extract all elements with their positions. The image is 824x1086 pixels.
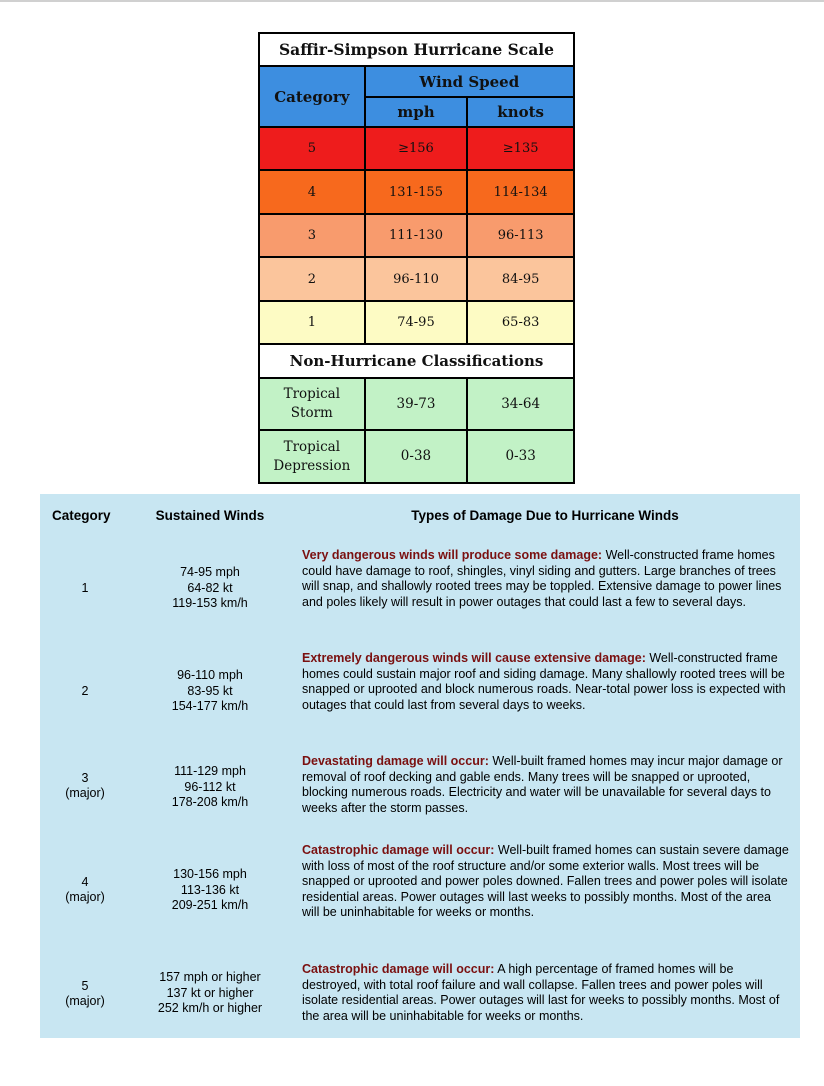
damage-text: Well-built framed homes may incur major damage or removal of roof decking and gable ends. Many trees will be snapped or uprooted, blocking numerous roads. Electricity and water will be unavailable for several days to weeks after the storm passes.	[302, 754, 783, 815]
mph-cell: 96-110	[365, 257, 468, 300]
wind-kt: 83-95 kt	[187, 683, 233, 698]
major-label: (major)	[65, 994, 105, 1008]
damage-lead: Catastrophic damage will occur:	[302, 962, 495, 976]
wind-kmh: 178-208 km/h	[171, 795, 249, 809]
knots-cell: 84-95	[467, 257, 574, 300]
category-cell: 2	[259, 257, 365, 300]
wind-kt: 113-136 kt	[180, 882, 240, 897]
top-border-line	[0, 0, 824, 2]
category-row-2	[259, 257, 574, 300]
damage-row-category-1	[40, 548, 800, 630]
knots-cell: 34-64	[467, 378, 574, 431]
category-row-3	[259, 214, 574, 257]
damage-lead: Devastating damage will occur:	[302, 754, 489, 768]
wind-mph: 74-95 mph	[180, 565, 240, 579]
knots-cell: 65-83	[467, 301, 574, 344]
category-row-4	[259, 170, 574, 213]
classification-line: Tropical	[283, 438, 341, 455]
category-number-block	[40, 979, 130, 1009]
knots-cell: 0-33	[467, 430, 574, 483]
wind-kt: 137 kt or higher	[166, 985, 254, 1000]
wind-mph: 111-129 mph	[174, 764, 246, 778]
damage-row-category-2	[40, 651, 800, 733]
mph-cell: 111-130	[365, 214, 468, 257]
wind-mph: 157 mph or higher	[159, 970, 261, 984]
category-number: 4	[81, 875, 89, 889]
category-row-1	[259, 301, 574, 344]
damage-lead: Very dangerous winds will produce some damage:	[302, 548, 603, 562]
category-number: 1	[81, 581, 89, 595]
sustained-winds	[130, 970, 290, 1017]
damage-text: Well-constructed frame homes could have damage to roof, shingles, vinyl siding and gutters. Large branches of trees will snap, and shallowly rooted trees may be toppled. Extensive damage to power lines and poles likely will result in power outages that could last a few to several days.	[302, 548, 782, 609]
damage-text: Well-constructed frame homes could sustain major roof and siding damage. Many shallowly rooted trees will be snapped or uprooted and block numerous roads. Near-total power loss is expected with outages that could last from several days to weeks.	[302, 651, 786, 712]
sustained-winds-column-header: Sustained Winds	[155, 508, 265, 523]
classification-cell	[259, 378, 365, 431]
wind-mph: 96-110 mph	[177, 668, 243, 682]
damage-types-column-header: Types of Damage Due to Hurricane Winds	[411, 508, 679, 523]
sustained-winds	[130, 764, 290, 811]
wind-kmh: 154-177 km/h	[171, 699, 249, 713]
category-number: 3	[81, 771, 89, 785]
mph-header: mph	[365, 97, 468, 127]
damage-description-panel	[40, 494, 800, 1038]
wind-kt: 64-82 kt	[187, 580, 233, 595]
tropical-storm-row	[259, 378, 574, 431]
damage-row-category-4	[40, 843, 800, 939]
damage-row-category-5	[40, 962, 800, 1028]
damage-description	[302, 754, 790, 816]
major-label: (major)	[65, 890, 105, 904]
sustained-winds	[130, 867, 290, 914]
damage-description	[302, 843, 790, 921]
wind-speed-header: Wind Speed	[365, 66, 574, 96]
mph-cell: ≥156	[365, 127, 468, 170]
classification-line: Depression	[273, 457, 351, 474]
category-row-5	[259, 127, 574, 170]
wind-mph: 130-156 mph	[173, 867, 247, 881]
damage-row-category-3	[40, 754, 800, 820]
mph-cell: 74-95	[365, 301, 468, 344]
category-cell: 4	[259, 170, 365, 213]
knots-cell: 114-134	[467, 170, 574, 213]
tropical-depression-row	[259, 430, 574, 483]
damage-description	[302, 651, 790, 713]
scale-title: Saffir-Simpson Hurricane Scale	[259, 33, 574, 66]
mph-cell: 0-38	[365, 430, 468, 483]
wind-kmh: 252 km/h or higher	[157, 1001, 263, 1015]
category-number-block	[40, 875, 130, 905]
sustained-winds	[130, 668, 290, 715]
mph-cell: 39-73	[365, 378, 468, 431]
damage-text: Well-built framed homes can sustain severe damage with loss of most of the roof structure and/or some exterior walls. Most trees will be snapped or uprooted and power poles downed. Fallen trees and power poles will isolate residential areas. Power outages will last weeks to possibly months. Most of the area will be uninhabitable for weeks or months.	[302, 843, 789, 919]
knots-cell: 96-113	[467, 214, 574, 257]
non-hurricane-header: Non-Hurricane Classifications	[259, 344, 574, 377]
category-cell: 3	[259, 214, 365, 257]
knots-header: knots	[467, 97, 574, 127]
category-number: 2	[81, 684, 89, 698]
mph-cell: 131-155	[365, 170, 468, 213]
wind-kt: 96-112 kt	[184, 779, 236, 794]
wind-kmh: 119-153 km/h	[172, 596, 248, 610]
classification-line: Tropical	[283, 386, 341, 402]
wind-kmh: 209-251 km/h	[171, 898, 249, 912]
category-header: Category	[259, 66, 365, 127]
category-number: 5	[81, 979, 89, 993]
damage-text: A high percentage of framed homes will be destroyed, with total roof failure and wall collapse. Fallen trees and power poles will isolate residential areas. Power outages will last for weeks to possibly months. Most of the area will be uninhabitable for weeks or months.	[302, 962, 780, 1023]
damage-description	[302, 548, 790, 610]
category-number-block	[40, 771, 130, 801]
damage-lead: Catastrophic damage will occur:	[302, 843, 495, 857]
classification-cell	[259, 430, 365, 483]
damage-description	[302, 962, 790, 1024]
category-column-header: Category	[52, 508, 111, 523]
sustained-winds	[130, 565, 290, 612]
damage-lead: Extremely dangerous winds will cause extensive damage:	[302, 651, 646, 665]
classification-line: Storm	[290, 405, 333, 421]
major-label: (major)	[65, 786, 105, 800]
category-cell: 1	[259, 301, 365, 344]
knots-cell: ≥135	[467, 127, 574, 170]
saffir-simpson-scale-table	[258, 32, 575, 484]
category-cell: 5	[259, 127, 365, 170]
